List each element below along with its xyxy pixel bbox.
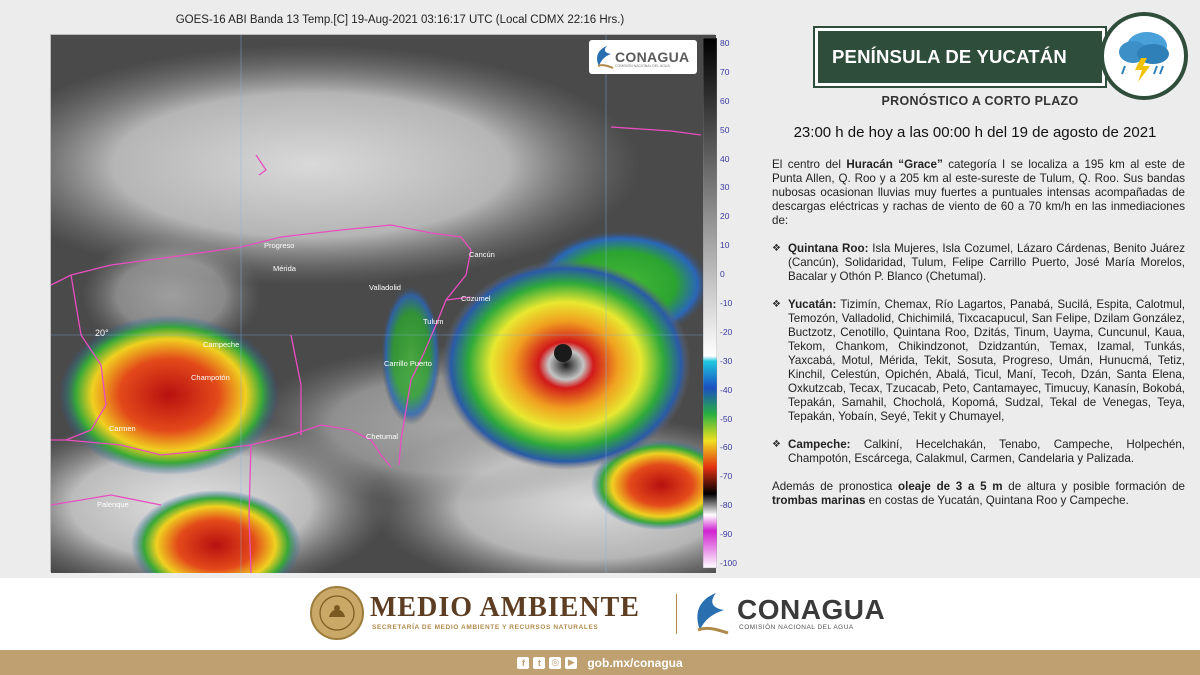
scale-tick-label: -80 bbox=[720, 500, 733, 511]
satellite-title: GOES-16 ABI Banda 13 Temp.[C] 19-Aug-2021 03:16:17 UTC (Local CDMX 22:16 Hrs.) bbox=[175, 14, 625, 26]
state-places: Isla Mujeres, Isla Cozumel, Lázaro Cárdenas, Benito Juárez (Cancún), Solidaridad, Tulum, Felipe Carrillo Puerto, José María Morelos, Bacalar y Othón P. Blanco (Chetumal). bbox=[788, 242, 1185, 283]
state-name: Quintana Roo: bbox=[788, 242, 869, 255]
scale-tick-label: 70 bbox=[720, 66, 730, 77]
conagua-subtitle: COMISIÓN NACIONAL DEL AGUA bbox=[739, 624, 854, 631]
scale-tick-label: 50 bbox=[720, 124, 730, 135]
diamond-bullet-icon: ❖ bbox=[772, 299, 781, 310]
conagua-logo-text: CONAGUA bbox=[615, 49, 690, 65]
national-seal-icon bbox=[310, 586, 364, 640]
forecast-type: PRONÓSTICO A CORTO PLAZO bbox=[881, 94, 1079, 108]
conagua-logo bbox=[589, 40, 697, 74]
region-title: PENÍNSULA DE YUCATÁN bbox=[832, 46, 1067, 67]
state-name: Campeche: bbox=[788, 438, 851, 451]
forecast-intro: El centro del Huracán “Grace” categoría I se localiza a 195 km al este de Punta Allen, Q. Roo y a 205 km al este-sureste de Tulum, Q. Roo. Sus bandas nubosas ocasionan lluvias muy fuertes a puntuales intensas acompañadas de descargas eléctricas y rachas de viento de 60 a 70 km/h en las inmediaciones de: bbox=[772, 158, 1185, 227]
social-bar bbox=[0, 650, 1200, 675]
hurricane-name: Huracán “Grace” bbox=[846, 158, 943, 171]
scale-tick-label: 30 bbox=[720, 182, 730, 193]
place-label: Valladolid bbox=[369, 283, 401, 292]
place-label: Champotón bbox=[191, 373, 230, 382]
logo-divider bbox=[676, 594, 677, 634]
satellite-image bbox=[50, 34, 715, 572]
place-label: Cozumel bbox=[461, 294, 491, 303]
scale-tick-labels bbox=[718, 38, 746, 568]
state-places: Tizimín, Chemax, Río Lagartos, Panabá, Sucilá, Espita, Calotmul, Temozón, Valladolid, Chichimilá, Tixcacapucul, San Felipe, Dzilam González, Buctzotz, Cenotillo, Quintana Roo, Dzitás, Tinum, Uayma, Cuncunul, Kaua, Tekom, Chankom, Chikindzonot, Dzidzantún, Temax, Izamal, Tunkás, Yaxcabá, Motul, Mérida, Tekit, Sosuta, Progreso, Umán, Hunucmá, Tetiz, Kinchil, Celestún, Opichén, Abalá, Ticul, Maní, Tecoh, Dzán, Santa Elena, Oxkutzcab, Tecax, Tzucacab, Peto, Cantamayec, Timucuy, Kanasín, Bokobá, Tepakán, Samahil, Chocholá, Kopomá, Sudzal, Tekal de Venegas, Teya, Tepakán, Yobaín, Seyé, Tekit y Chumayel, bbox=[788, 298, 1185, 423]
place-label: Carrillo Puerto bbox=[384, 359, 432, 368]
website-link[interactable]: gob.mx/conagua bbox=[587, 655, 683, 670]
diamond-bullet-icon: ❖ bbox=[772, 243, 781, 254]
temperature-color-scale bbox=[703, 38, 717, 568]
scale-tick-label: 0 bbox=[720, 269, 725, 280]
scale-tick-label: -50 bbox=[720, 413, 733, 424]
latitude-label: 20° bbox=[95, 328, 109, 338]
state-item bbox=[772, 438, 1185, 466]
scale-tick-label: 40 bbox=[720, 153, 730, 164]
satellite-map bbox=[51, 35, 716, 573]
instagram-icon[interactable]: ◎ bbox=[549, 657, 561, 669]
footer bbox=[0, 578, 1200, 650]
scale-tick-label: -40 bbox=[720, 384, 733, 395]
scale-tick-label: -20 bbox=[720, 326, 733, 337]
semarnat-name: MEDIO AMBIENTE bbox=[370, 592, 640, 623]
scale-tick-label: 80 bbox=[720, 38, 730, 48]
state-item bbox=[772, 242, 1185, 284]
state-name: Yucatán: bbox=[788, 298, 837, 311]
diamond-bullet-icon: ❖ bbox=[772, 439, 781, 450]
place-label: Carmen bbox=[109, 424, 136, 433]
twitter-icon[interactable]: t bbox=[533, 657, 545, 669]
state-item bbox=[772, 298, 1185, 424]
place-label: Chetumal bbox=[366, 432, 399, 441]
scale-tick-label: -90 bbox=[720, 529, 733, 540]
state-places: Calkiní, Hecelchakán, Tenabo, Campeche, Holpechén, Champotón, Escárcega, Calakmul, Carmen, Candelaria y Palizada. bbox=[788, 438, 1185, 465]
scale-tick-label: 60 bbox=[720, 95, 730, 106]
place-label: Tulum bbox=[423, 317, 444, 326]
scale-tick-label: -10 bbox=[720, 298, 733, 308]
forecast-period: 23:00 h de hoy a las 00:00 h del 19 de agosto de 2021 bbox=[793, 124, 1157, 141]
scale-tick-label: 10 bbox=[720, 240, 730, 251]
place-label: Mérida bbox=[273, 264, 296, 273]
weather-badge bbox=[1100, 12, 1188, 100]
facebook-icon[interactable]: f bbox=[517, 657, 529, 669]
semarnat-subtitle: SECRETARÍA DE MEDIO AMBIENTE Y RECURSOS NATURALES bbox=[372, 624, 599, 631]
conagua-wave-icon bbox=[593, 44, 615, 70]
forecast-extra: Además de pronostica oleaje de 3 a 5 m de altura y posible formación de trombas marinas en costas de Yucatán, Quintana Roo y Campeche. bbox=[772, 480, 1185, 507]
place-label: Campeche bbox=[203, 340, 240, 349]
forecast-body bbox=[772, 158, 1185, 522]
storm-cloud-lightning-icon bbox=[1113, 28, 1175, 84]
region-banner bbox=[815, 28, 1105, 86]
conagua-name: CONAGUA bbox=[737, 594, 886, 625]
place-label: Cancún bbox=[469, 250, 495, 259]
place-label: Palenque bbox=[97, 500, 129, 509]
conagua-wave-icon bbox=[690, 590, 732, 636]
scale-tick-label: 20 bbox=[720, 211, 730, 222]
scale-tick-label: -100 bbox=[720, 558, 738, 568]
place-label: Progreso bbox=[264, 241, 295, 250]
scale-tick-label: -60 bbox=[720, 442, 733, 453]
scale-tick-label: -70 bbox=[720, 471, 733, 482]
conagua-logo-subtext: COMISIÓN NACIONAL DEL AGUA bbox=[615, 64, 670, 68]
scale-tick-label: -30 bbox=[720, 355, 733, 366]
youtube-icon[interactable]: ▶ bbox=[565, 657, 577, 669]
